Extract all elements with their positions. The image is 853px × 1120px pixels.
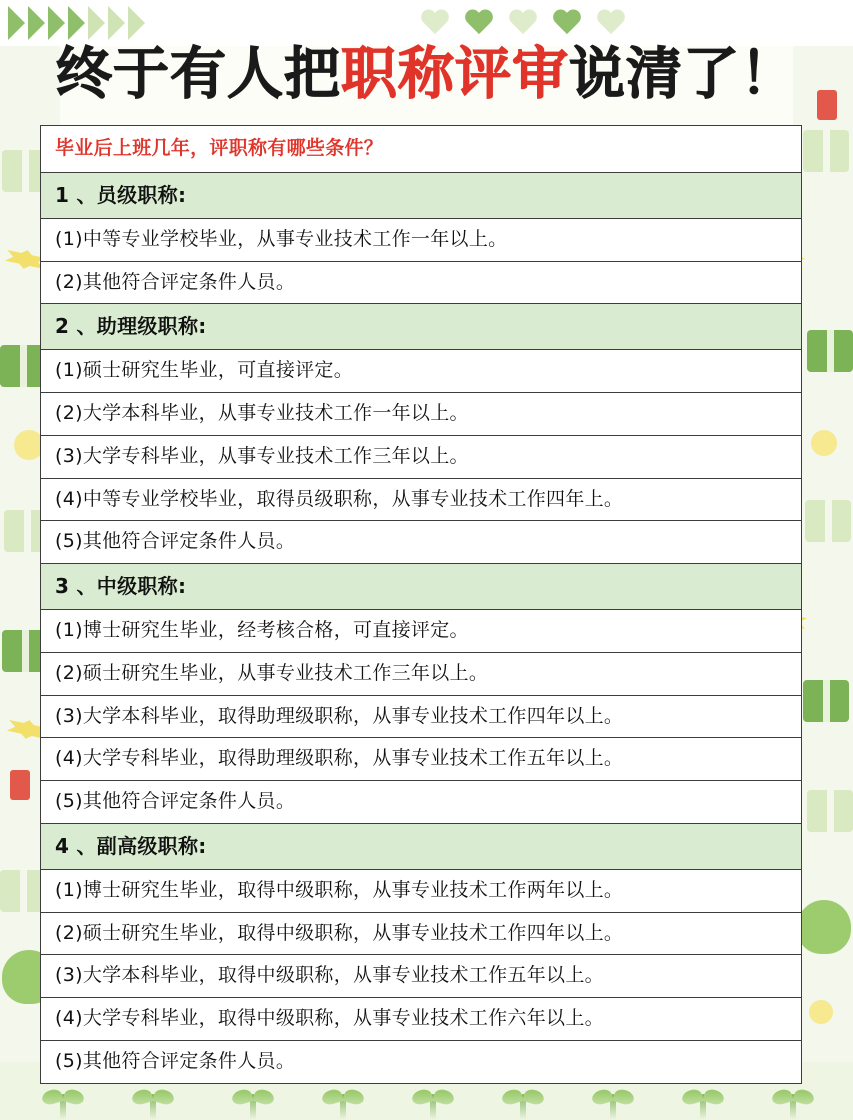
heart-icon <box>508 10 538 37</box>
dot-icon <box>811 430 837 456</box>
table-body <box>40 172 802 1084</box>
sprout-icon <box>60 1094 66 1120</box>
table-row: (5)其他符合评定条件人员。 <box>40 520 802 563</box>
chevron-icon <box>28 6 45 40</box>
heart-icon <box>420 10 450 37</box>
title-highlight: 职称评审 <box>341 42 569 107</box>
conditions-table <box>40 125 802 1084</box>
table-row: (1)硕士研究生毕业，可直接评定。 <box>40 349 802 392</box>
table-row: (1)中等专业学校毕业，从事专业技术工作一年以上。 <box>40 218 802 261</box>
table-row: (2)硕士研究生毕业，取得中级职称，从事专业技术工作四年以上。 <box>40 912 802 955</box>
table-row: (2)大学本科毕业，从事专业技术工作一年以上。 <box>40 392 802 435</box>
sprout-icon <box>150 1094 156 1120</box>
sprout-icon <box>610 1094 616 1120</box>
heart-decor-group <box>420 10 626 37</box>
sprout-icon <box>520 1094 526 1120</box>
table-row: (2)硕士研究生毕业，从事专业技术工作三年以上。 <box>40 652 802 695</box>
page-title <box>0 42 853 107</box>
leaf-ball-icon <box>797 900 851 954</box>
chevron-icon <box>68 6 85 40</box>
table-row: (4)大学专科毕业，取得中级职称，从事专业技术工作六年以上。 <box>40 997 802 1040</box>
sprout-icon <box>430 1094 436 1120</box>
ribbon-icon <box>10 770 30 800</box>
gift-icon <box>807 330 853 372</box>
table-row: (1)博士研究生毕业，经考核合格，可直接评定。 <box>40 609 802 652</box>
title-part-1: 终于有人把 <box>56 42 341 107</box>
gift-icon <box>807 790 853 832</box>
table-row: (2)其他符合评定条件人员。 <box>40 261 802 304</box>
table-section-header: 2 、助理级职称: <box>40 303 802 349</box>
table-question-row: 毕业后上班几年，评职称有哪些条件？ <box>40 125 802 172</box>
chevron-icon <box>128 6 145 40</box>
title-part-2: 说清了！ <box>569 42 797 107</box>
table-row: (3)大学本科毕业，取得助理级职称，从事专业技术工作四年以上。 <box>40 695 802 738</box>
table-row: (1)博士研究生毕业，取得中级职称，从事专业技术工作两年以上。 <box>40 869 802 912</box>
gift-icon <box>805 500 851 542</box>
sprout-icon <box>790 1094 796 1120</box>
table-section-header: 4 、副高级职称: <box>40 823 802 869</box>
chevron-icon <box>108 6 125 40</box>
table-row: (5)其他符合评定条件人员。 <box>40 780 802 823</box>
chevron-icon <box>8 6 25 40</box>
sprout-icon <box>340 1094 346 1120</box>
heart-icon <box>552 10 582 37</box>
table-row: (3)大学本科毕业，取得中级职称，从事专业技术工作五年以上。 <box>40 954 802 997</box>
table-row: (4)中等专业学校毕业，取得员级职称，从事专业技术工作四年上。 <box>40 478 802 521</box>
dot-icon <box>809 1000 833 1024</box>
chevron-decor-group <box>8 6 145 40</box>
chevron-icon <box>88 6 105 40</box>
table-row: (4)大学专科毕业，取得助理级职称，从事专业技术工作五年以上。 <box>40 737 802 780</box>
table-section-header: 3 、中级职称: <box>40 563 802 609</box>
chevron-icon <box>48 6 65 40</box>
sprout-icon <box>250 1094 256 1120</box>
table-row: (3)大学专科毕业，从事专业技术工作三年以上。 <box>40 435 802 478</box>
gift-icon <box>803 680 849 722</box>
heart-icon <box>596 10 626 37</box>
table-row: (5)其他符合评定条件人员。 <box>40 1040 802 1084</box>
heart-icon <box>464 10 494 37</box>
gift-icon <box>803 130 849 172</box>
sprout-icon <box>700 1094 706 1120</box>
table-section-header: 1 、员级职称: <box>40 172 802 218</box>
